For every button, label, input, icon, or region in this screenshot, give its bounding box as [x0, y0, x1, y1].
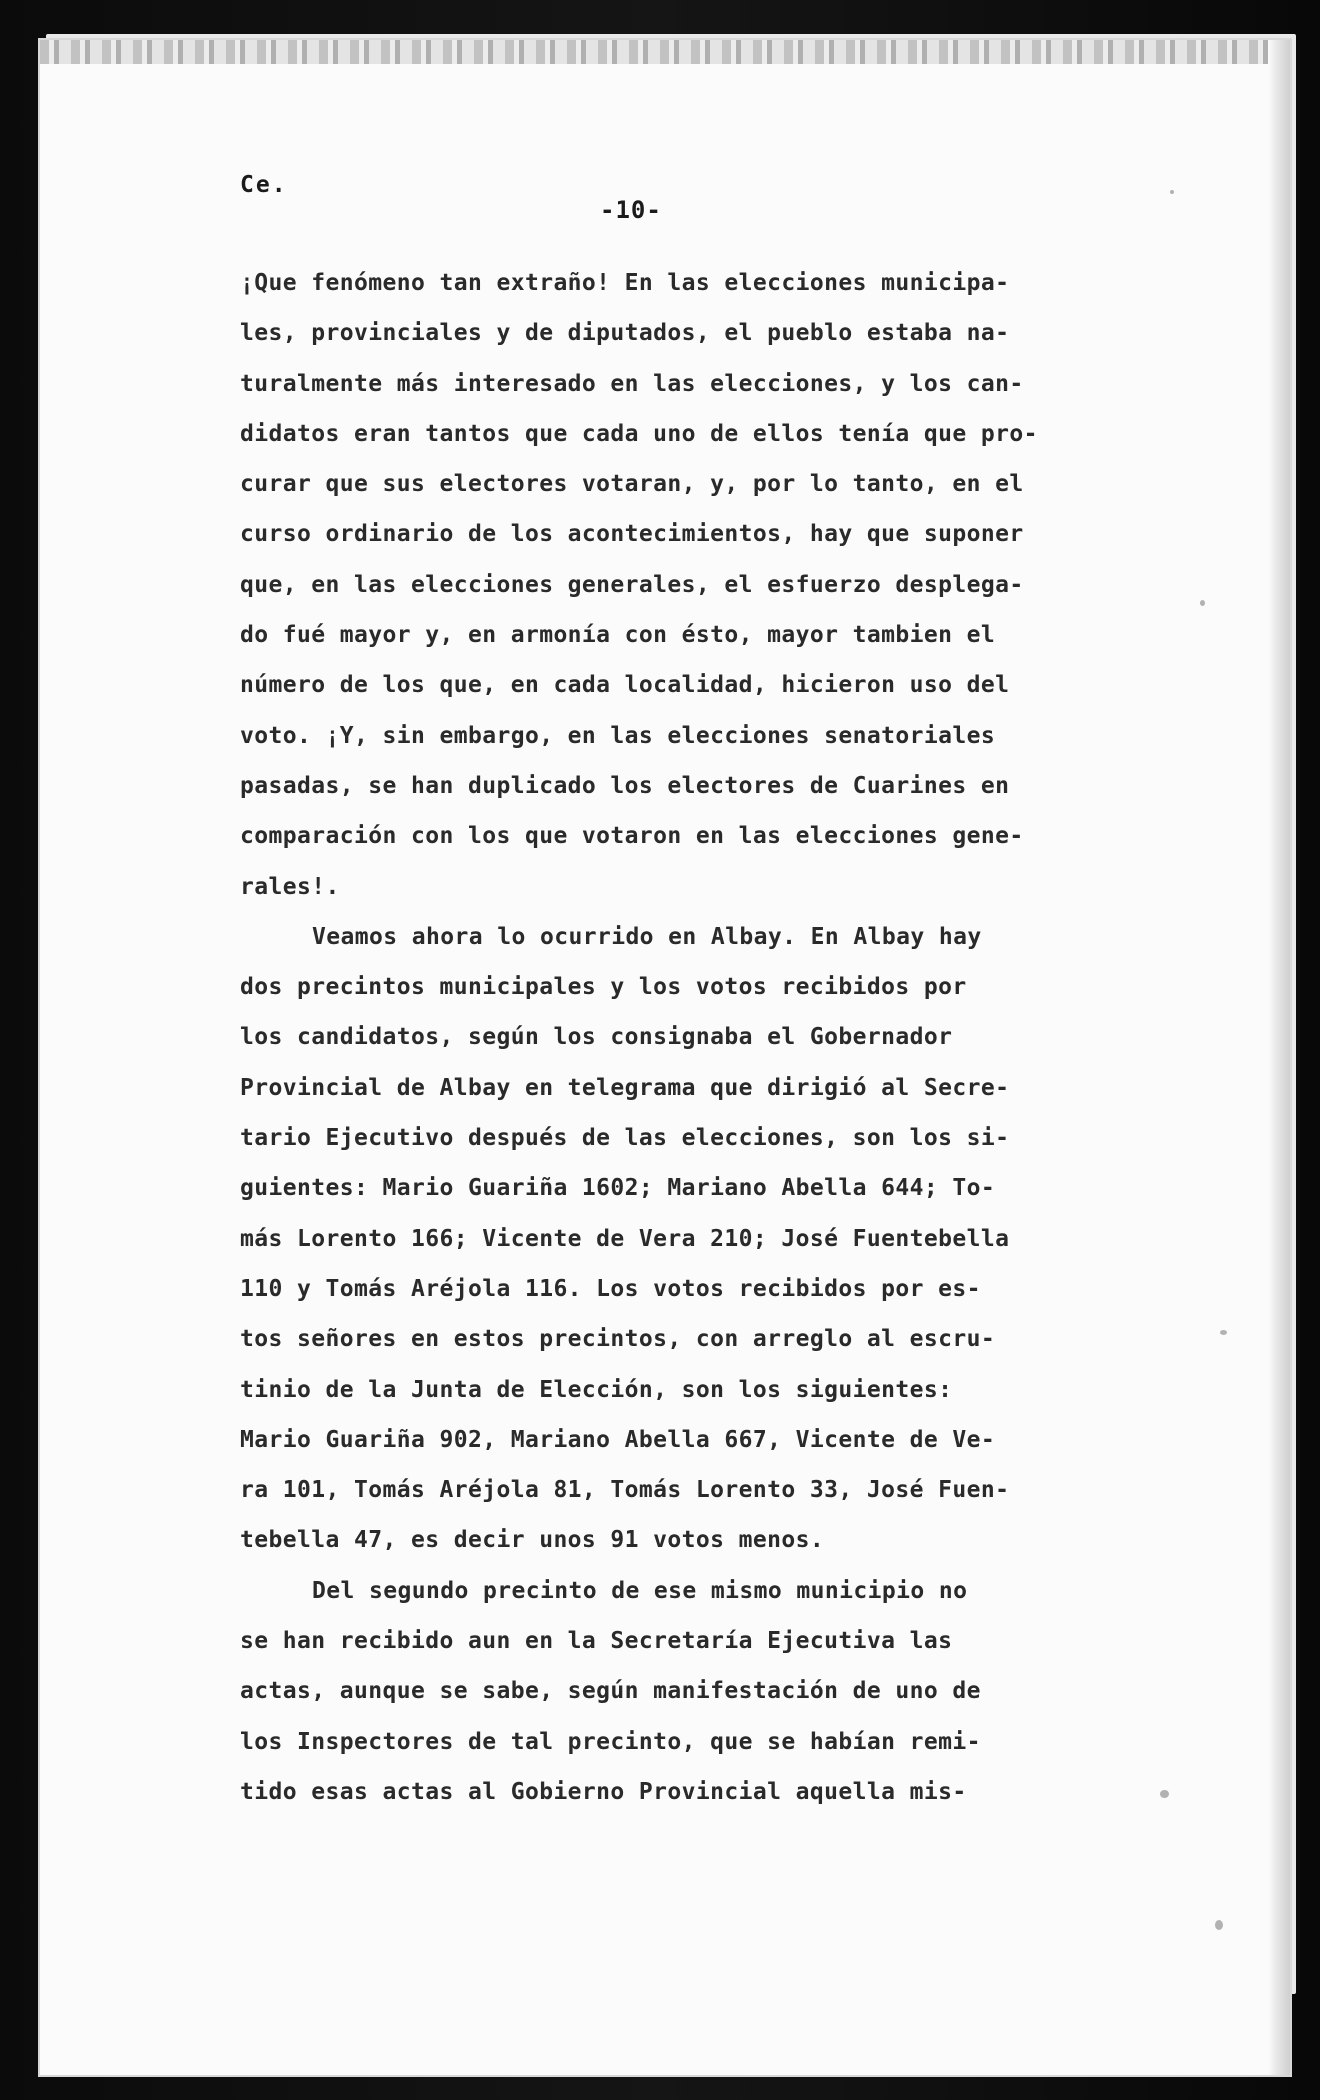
text-line: curar que sus electores votaran, y, por lo tanto, en el — [240, 471, 1024, 498]
text-line: didatos eran tantos que cada uno de ellos tenía que pro- — [240, 420, 1038, 447]
text-line: do fué mayor y, en armonía con ésto, mayor tambien el — [240, 622, 996, 649]
text-line: ¡Que fenómeno tan extraño! En las elecciones municipa- — [240, 270, 1010, 296]
corner-code: Ce. — [240, 172, 288, 198]
text-line: guientes: Mario Guariña 1602; Mariano Abella 644; To- — [240, 1175, 996, 1202]
scan-speck — [1200, 600, 1205, 606]
text-line: rales!. — [240, 873, 340, 900]
text-line: actas, aunque se sabe, según manifestación de uno de — [240, 1678, 981, 1705]
text-line: que, en las elecciones generales, el esfuerzo desplega- — [240, 571, 1024, 598]
torn-top-edge — [40, 40, 1290, 64]
scan-speck — [1215, 1920, 1223, 1930]
text-line: más Lorento 166; Vicente de Vera 210; José Fuentebella — [240, 1225, 1010, 1252]
text-line: ra 101, Tomás Aréjola 81, Tomás Lorento 33, José Fuen- — [240, 1477, 1010, 1504]
text-line: tebella 47, es decir unos 91 votos menos. — [240, 1527, 825, 1554]
text-line: 110 y Tomás Aréjola 116. Los votos recibidos por es- — [240, 1275, 981, 1302]
text-line: tario Ejecutivo después de las elecciones, son los si- — [240, 1125, 1010, 1152]
scan-speck — [1160, 1790, 1169, 1798]
text-line: voto. ¡Y, sin embargo, en las elecciones senatoriales — [240, 722, 996, 749]
text-line: dos precintos municipales y los votos recibidos por — [240, 974, 967, 1001]
text-line: pasadas, se han duplicado los electores de Cuarines en — [240, 772, 1010, 799]
text-line: tos señores en estos precintos, con arreglo al escru- — [240, 1326, 996, 1353]
scan-speck — [1220, 1330, 1227, 1335]
text-line: los candidatos, según los consignaba el Gobernador — [240, 1024, 953, 1051]
text-line: tinio de la Junta de Elección, son los siguientes: — [240, 1376, 953, 1403]
scan-speck — [1170, 190, 1174, 194]
text-line: los Inspectores de tal precinto, que se habían remi- — [240, 1728, 981, 1755]
text-line: turalmente más interesado en las elecciones, y los can- — [240, 370, 1024, 397]
text-line: Veamos ahora lo ocurrido en Albay. En Albay hay — [312, 923, 982, 950]
text-line: número de los que, en cada localidad, hicieron uso del — [240, 672, 1010, 699]
text-line: les, provinciales y de diputados, el pueblo estaba na- — [240, 320, 1010, 347]
document-body — [240, 258, 1120, 1817]
text-line: comparación con los que votaron en las elecciones gene- — [240, 823, 1024, 850]
text-line: Del segundo precinto de ese mismo municipio no — [312, 1577, 968, 1604]
text-line: Mario Guariña 902, Mariano Abella 667, Vicente de Ve- — [240, 1426, 996, 1453]
text-line: tido esas actas al Gobierno Provincial aquella mis- — [240, 1778, 967, 1805]
text-line: se han recibido aun en la Secretaría Ejecutiva las — [240, 1628, 953, 1655]
text-line: Provincial de Albay en telegrama que dirigió al Secre- — [240, 1074, 1010, 1101]
text-line: curso ordinario de los acontecimientos, hay que suponer — [240, 521, 1024, 548]
page-right-edge — [1268, 40, 1290, 2075]
page-number: -10- — [600, 196, 662, 224]
